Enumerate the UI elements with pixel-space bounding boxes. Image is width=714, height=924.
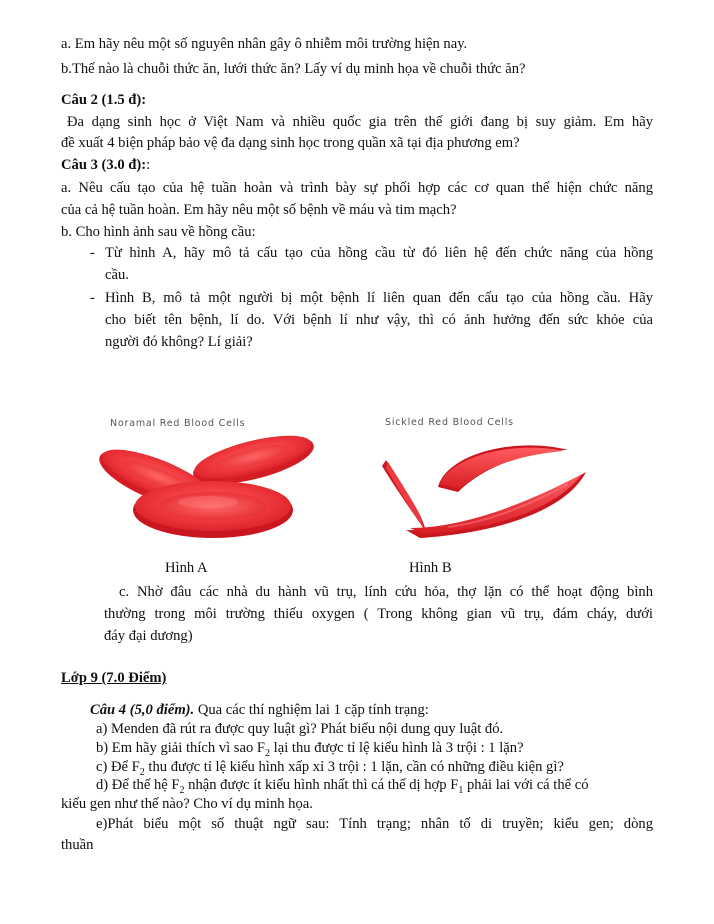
q3-title: Câu 3 (3.0 đ): bbox=[61, 157, 147, 173]
q4-d-sub: 2 bbox=[179, 784, 185, 796]
q3-bullet-1-line-1: Từ hình A, hãy mô tả cấu tạo của hồng cầu từ đó liên hệ đến chức năng của hồng bbox=[105, 245, 653, 261]
q4-c-post: thu được tỉ lệ kiểu hình xấp xỉ 3 trội : 1 lặn, cần có những điều kiện gì? bbox=[144, 759, 564, 775]
sickle-cell-front bbox=[406, 472, 586, 538]
q4-b-post: lại thu được tỉ lệ kiểu hình là 3 trội : 1 lặn? bbox=[270, 740, 524, 756]
sickled-red-blood-cells-image bbox=[368, 432, 593, 542]
normal-cell-front bbox=[133, 481, 293, 538]
q4-d-sub2: 1 bbox=[458, 784, 464, 796]
bullet-marker-1: - bbox=[90, 245, 95, 261]
q3-title-row bbox=[61, 156, 150, 174]
figure-b-label: Sickled Red Blood Cells bbox=[385, 417, 514, 428]
q4-d-mid: nhận được ít kiểu hình nhất thì cá thể dị hợp F bbox=[184, 777, 459, 793]
q3-c-line-2: thường trong môi trường thiếu oxygen ( Trong không gian vũ trụ, đám cháy, dưới bbox=[104, 606, 653, 622]
q4-d-pre: d) Để thế hệ F bbox=[96, 777, 180, 793]
figure-a-label: Noramal Red Blood Cells bbox=[110, 418, 246, 429]
bullet-marker-2: - bbox=[90, 290, 95, 306]
q3-title-suffix: : bbox=[146, 157, 151, 173]
q3-c-line-1: c. Nhờ đâu các nhà du hành vũ trụ, lính cứu hỏa, thợ lặn có thể hoạt động bình bbox=[119, 584, 653, 600]
figure-a-caption: Hình A bbox=[165, 560, 208, 576]
q3-a-line-2: của cả hệ tuần hoàn. Em hãy nêu một số bệnh về máu và tim mạch? bbox=[61, 202, 457, 218]
q1-part-b: b.Thế nào là chuỗi thức ăn, lưới thức ăn? Lấy ví dụ minh họa về chuỗi thức ăn? bbox=[61, 61, 526, 77]
q4-d-post: phải lai với cá thể có bbox=[463, 777, 589, 793]
q4-c-sub: 2 bbox=[139, 766, 145, 778]
q4-title-row bbox=[90, 701, 429, 719]
q4-d-line-2: kiểu gen như thế nào? Cho ví dụ minh họa. bbox=[61, 796, 313, 812]
q2-line-2: đề xuất 4 biện pháp bảo vệ đa dạng sinh học trong quần xã tại địa phương em? bbox=[61, 135, 520, 151]
normal-red-blood-cells-image bbox=[88, 430, 328, 545]
q3-bullet-2-line-2: cho biết tên bệnh, lí do. Với bệnh lí như vậy, thì có ảnh hưởng đến sức khỏe của bbox=[105, 312, 653, 328]
q4-e-line-1: e)Phát biểu một số thuật ngữ sau: Tính trạng; nhân tố di truyền; kiểu gen; dòng bbox=[96, 816, 653, 832]
q4-b-sub: 2 bbox=[265, 747, 271, 759]
q2-title: Câu 2 (1.5 đ): bbox=[61, 92, 147, 108]
q1-part-a: a. Em hãy nêu một số nguyên nhân gây ô nhiễm môi trường hiện nay. bbox=[61, 36, 468, 52]
q3-bullet-1-line-2: cầu. bbox=[105, 267, 129, 283]
q4-e-line-2: thuần bbox=[61, 837, 94, 853]
q3-bullet-2-line-1: Hình B, mô tả một người bị một bệnh lí liên quan đến cấu tạo của hồng cầu. Hãy bbox=[105, 290, 653, 306]
q2-line-1: Đa dạng sinh học ở Việt Nam và nhiều quốc gia trên thế giới đang bị suy giảm. Em hãy bbox=[67, 114, 653, 130]
sickle-cell-left bbox=[382, 460, 426, 532]
q4-b-pre: b) Em hãy giải thích vì sao F bbox=[96, 740, 266, 756]
q3-b: b. Cho hình ảnh sau về hồng cầu: bbox=[61, 224, 256, 240]
q4-title: Câu 4 (5,0 điểm). bbox=[90, 702, 195, 718]
sickle-cell-back bbox=[438, 445, 568, 492]
q3-c-line-3: đáy đại dương) bbox=[104, 628, 193, 644]
figure-b-caption: Hình B bbox=[409, 560, 452, 576]
q4-intro: Qua các thí nghiệm lai 1 cặp tính trạng: bbox=[194, 702, 429, 718]
q3-bullet-2-line-3: người đó không? Lí giải? bbox=[105, 334, 253, 350]
grade9-heading: Lớp 9 (7.0 Điểm) bbox=[61, 670, 167, 686]
q4-a: a) Menden đã rút ra được quy luật gì? Phát biểu nội dung quy luật đó. bbox=[96, 721, 504, 737]
q3-a-line-1: a. Nêu cấu tạo của hệ tuần hoàn và trình bày sự phối hợp các cơ quan thể hiện chức năng bbox=[61, 180, 653, 196]
q4-c-pre: c) Để F bbox=[96, 759, 140, 775]
